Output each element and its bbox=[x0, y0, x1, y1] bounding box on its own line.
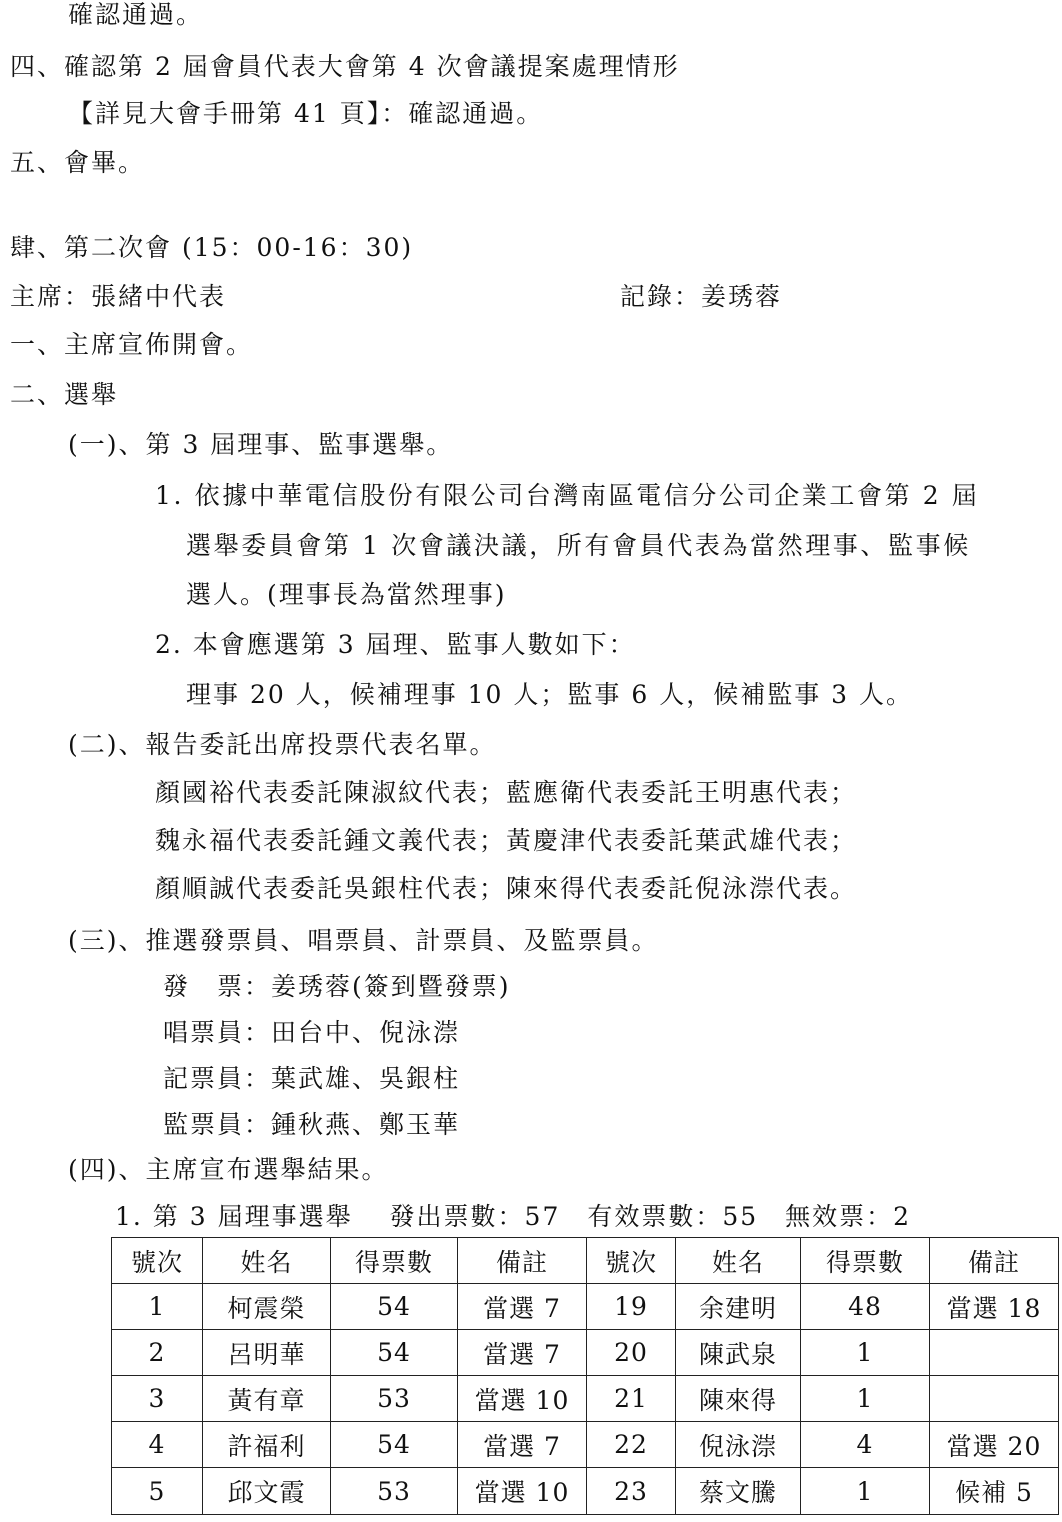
table-header-row bbox=[112, 1238, 1059, 1284]
sub1-para2-line2: 理事 20 人，候補理事 10 人；監事 6 人，候補監事 3 人。 bbox=[186, 680, 914, 709]
cell-name: 邱文霞 bbox=[203, 1468, 331, 1515]
header-no: 號次 bbox=[587, 1238, 676, 1284]
sub1-para1-line1: 1. 依據中華電信股份有限公司台灣南區電信分公司企業工會第 2 屆 bbox=[155, 481, 980, 510]
cell-no: 22 bbox=[587, 1422, 676, 1468]
cell-note: 當選 20 bbox=[930, 1422, 1059, 1468]
cell-votes: 53 bbox=[331, 1468, 458, 1515]
ballot-issuer-line: 發 票：姜琇蓉(簽到暨發票) bbox=[163, 972, 511, 1001]
cell-no: 23 bbox=[587, 1468, 676, 1515]
ballot-recorder-line: 記票員：葉武雄、吳銀柱 bbox=[163, 1064, 461, 1093]
session2-heading: 肆、第二次會 (15：00-16：30) bbox=[10, 233, 414, 262]
proxy-line-2: 魏永福代表委託鍾文義代表；黃慶津代表委託葉武雄代表； bbox=[155, 826, 858, 855]
header-name: 姓名 bbox=[203, 1238, 331, 1284]
result-title: 1. 第 3 屆理事選舉 發出票數：57 有效票數：55 無效票：2 bbox=[115, 1202, 912, 1231]
chair-line: 主席：張緒中代表 bbox=[10, 282, 227, 311]
table-row bbox=[112, 1468, 1059, 1515]
cell-note: 當選 7 bbox=[458, 1422, 587, 1468]
sub1-heading: (一)、第 3 屆理事、監事選舉。 bbox=[68, 430, 454, 459]
cell-no: 2 bbox=[112, 1330, 203, 1376]
item5-line: 五、會畢。 bbox=[10, 148, 146, 177]
cell-name: 許福利 bbox=[203, 1422, 331, 1468]
cell-note: 當選 10 bbox=[458, 1376, 587, 1422]
cell-votes: 48 bbox=[801, 1284, 930, 1330]
header-votes: 得票數 bbox=[331, 1238, 458, 1284]
cell-note: 當選 10 bbox=[458, 1468, 587, 1515]
cell-votes: 1 bbox=[801, 1330, 930, 1376]
table-row bbox=[112, 1284, 1059, 1330]
sub2-heading: (二)、報告委託出席投票代表名單。 bbox=[68, 730, 497, 759]
ballot-caller-line: 唱票員：田台中、倪泳漴 bbox=[163, 1018, 461, 1047]
confirmed-line: 確認通過。 bbox=[68, 0, 204, 29]
sub4-heading: (四)、主席宣布選舉結果。 bbox=[68, 1155, 389, 1184]
cell-name: 陳來得 bbox=[676, 1376, 801, 1422]
cell-name: 黃有章 bbox=[203, 1376, 331, 1422]
election-results-table bbox=[111, 1237, 1059, 1515]
cell-name: 倪泳漴 bbox=[676, 1422, 801, 1468]
header-name: 姓名 bbox=[676, 1238, 801, 1284]
item4-title: 四、確認第 2 屆會員代表大會第 4 次會議提案處理情形 bbox=[10, 52, 680, 81]
header-votes: 得票數 bbox=[801, 1238, 930, 1284]
cell-no: 4 bbox=[112, 1422, 203, 1468]
s2-item2: 二、選舉 bbox=[10, 380, 119, 409]
table-row bbox=[112, 1330, 1059, 1376]
table-row bbox=[112, 1422, 1059, 1468]
cell-note: 當選 18 bbox=[930, 1284, 1059, 1330]
cell-note: 候補 5 bbox=[930, 1468, 1059, 1515]
cell-votes: 1 bbox=[801, 1376, 930, 1422]
cell-votes: 53 bbox=[331, 1376, 458, 1422]
cell-no: 19 bbox=[587, 1284, 676, 1330]
sub3-heading: (三)、推選發票員、唱票員、計票員、及監票員。 bbox=[68, 926, 659, 955]
header-note: 備註 bbox=[930, 1238, 1059, 1284]
item4-detail: 【詳見大會手冊第 41 頁】：確認通過。 bbox=[68, 99, 544, 128]
cell-name: 柯震榮 bbox=[203, 1284, 331, 1330]
sub1-para2-line1: 2. 本會應選第 3 屆理、監事人數如下： bbox=[155, 630, 636, 659]
sub1-para1-line2: 選舉委員會第 1 次會議決議，所有會員代表為當然理事、監事候 bbox=[186, 531, 971, 560]
cell-votes: 54 bbox=[331, 1284, 458, 1330]
cell-votes: 54 bbox=[331, 1330, 458, 1376]
sub1-para1-line3: 選人。(理事長為當然理事) bbox=[186, 580, 507, 609]
header-no: 號次 bbox=[112, 1238, 203, 1284]
cell-note: 當選 7 bbox=[458, 1284, 587, 1330]
cell-no: 20 bbox=[587, 1330, 676, 1376]
header-note: 備註 bbox=[458, 1238, 587, 1284]
cell-votes: 54 bbox=[331, 1422, 458, 1468]
cell-no: 21 bbox=[587, 1376, 676, 1422]
cell-note bbox=[930, 1376, 1059, 1422]
cell-name: 蔡文騰 bbox=[676, 1468, 801, 1515]
s2-item1: 一、主席宣佈開會。 bbox=[10, 330, 254, 359]
cell-votes: 4 bbox=[801, 1422, 930, 1468]
cell-name: 陳武泉 bbox=[676, 1330, 801, 1376]
proxy-line-1: 顏國裕代表委託陳淑紋代表；藍應衛代表委託王明惠代表； bbox=[155, 778, 858, 807]
proxy-line-3: 顏順誠代表委託吳銀柱代表；陳來得代表委託倪泳漴代表。 bbox=[155, 874, 858, 903]
recorder-line: 記錄：姜琇蓉 bbox=[620, 282, 783, 311]
cell-name: 余建明 bbox=[676, 1284, 801, 1330]
table-row bbox=[112, 1376, 1059, 1422]
cell-no: 3 bbox=[112, 1376, 203, 1422]
ballot-supervisor-line: 監票員：鍾秋燕、鄭玉華 bbox=[163, 1110, 461, 1139]
cell-note bbox=[930, 1330, 1059, 1376]
cell-no: 5 bbox=[112, 1468, 203, 1515]
cell-votes: 1 bbox=[801, 1468, 930, 1515]
cell-no: 1 bbox=[112, 1284, 203, 1330]
cell-note: 當選 7 bbox=[458, 1330, 587, 1376]
cell-name: 呂明華 bbox=[203, 1330, 331, 1376]
